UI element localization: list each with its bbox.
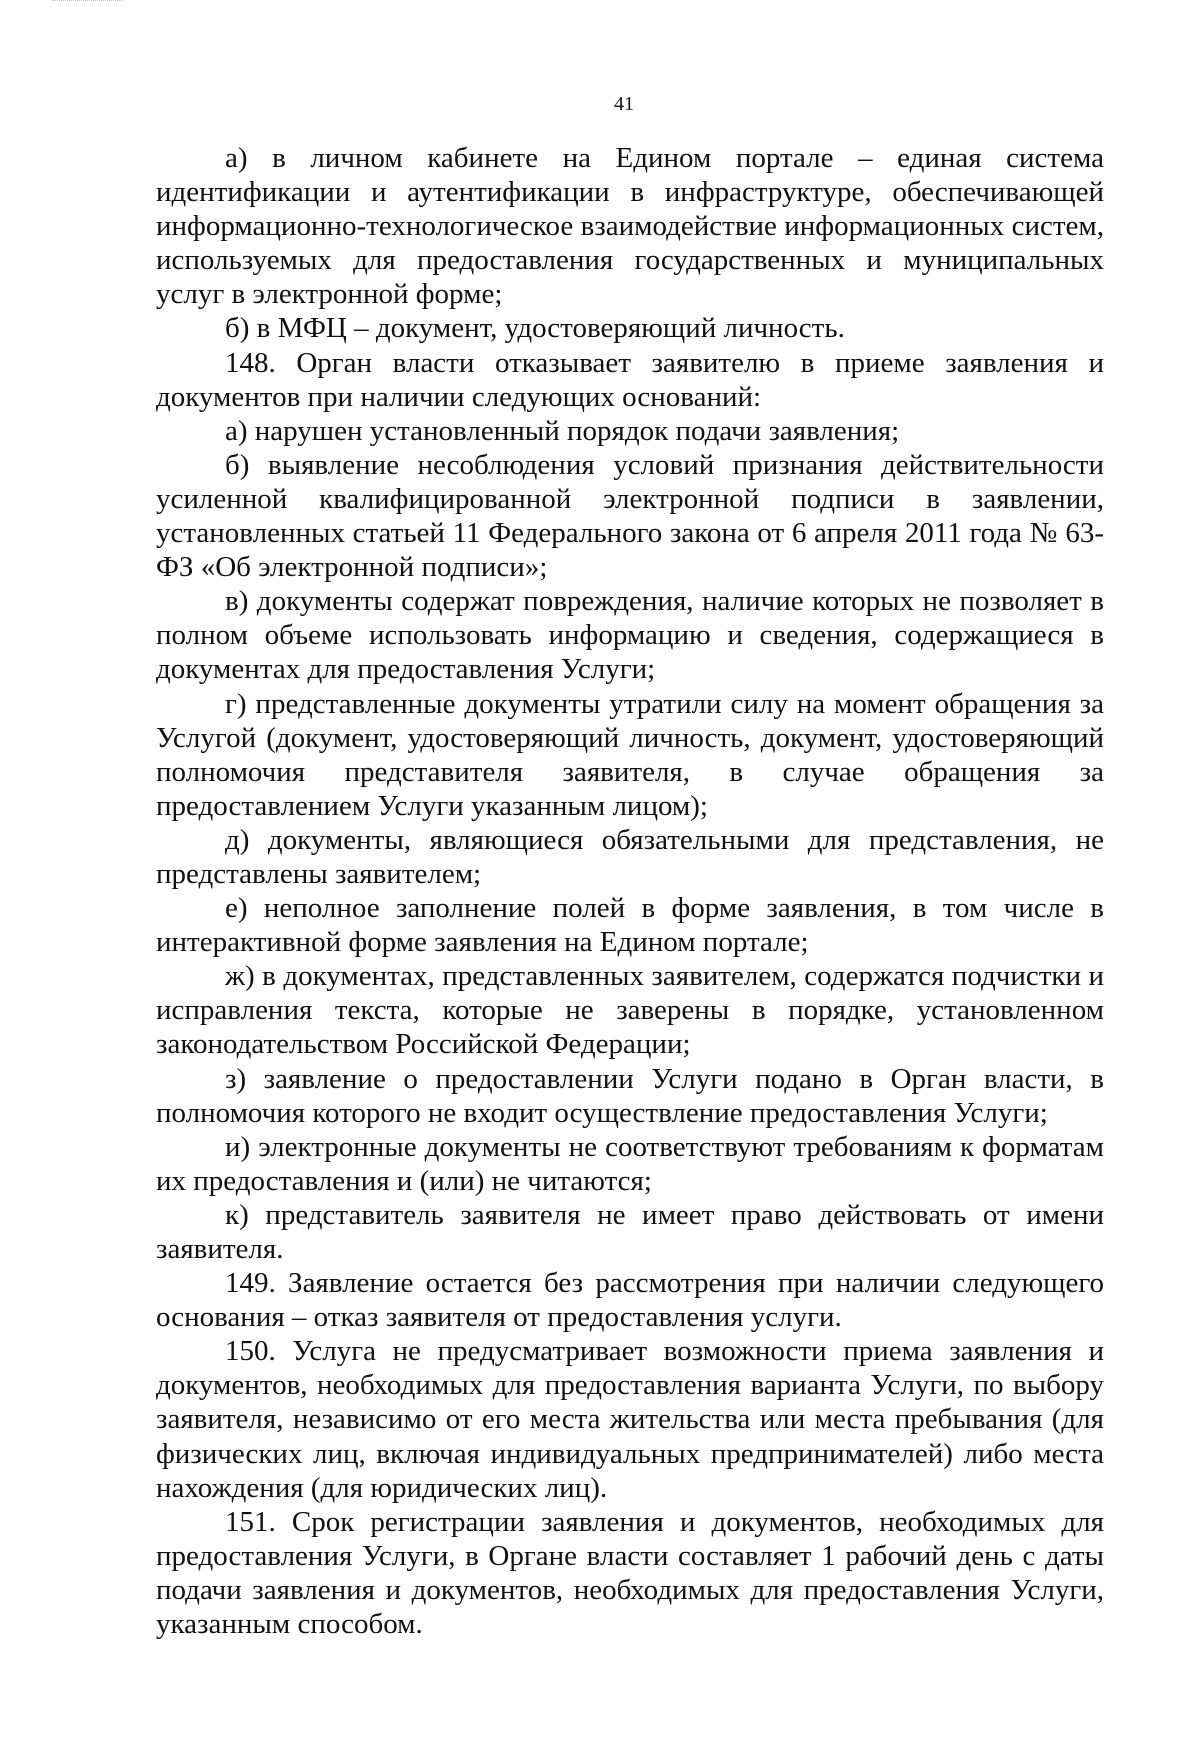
paragraph-149: 149. Заявление остается без рассмотрения при наличии следующего основания – отказ заявителя от предоставления услуги. — [156, 1267, 1104, 1334]
page-number: 41 — [614, 93, 634, 115]
paragraph-148-v: в) документы содержат повреждения, наличие которых не позволяет в полном объеме использовать информацию и сведения, содержащиеся в документах для предоставления Услуги; — [156, 585, 1104, 686]
paragraph-151: 151. Срок регистрации заявления и документов, необходимых для предоставления Услуги, в Органе власти составляет 1 рабочий день с даты подачи заявления и документов, необходимых для предоставления Услуги, указанным способом. — [156, 1505, 1104, 1641]
paragraph-b-mfc: б) в МФЦ – документ, удостоверяющий личность. — [225, 312, 845, 345]
paragraph-148-e: е) неполное заполнение полей в форме заявления, в том числе в интерактивной форме заявления на Едином портале; — [156, 892, 1104, 959]
paragraph-148-g: г) представленные документы утратили силу на момент обращения за Услугой (документ, удостоверяющий личность, документ, удостоверяющий полномочия представителя заявителя, в случае обращения за предоставлением Услуги указанным лицом); — [156, 687, 1104, 822]
document-body — [156, 141, 1104, 1641]
paragraph-148-k: к) представитель заявителя не имеет право действовать от имени заявителя. — [156, 1198, 1104, 1265]
paragraph-150: 150. Услуга не предусматривает возможности приема заявления и документов, необходимых для предоставления варианта Услуги, по выбору заявителя, независимо от его места жительства или места пребывания (для физических лиц, включая индивидуальных предпринимателей) либо места нахождения (для юридических лиц). — [156, 1335, 1104, 1504]
paragraph-148-a: а) нарушен установленный порядок подачи заявления; — [225, 414, 900, 447]
paragraph-148-zh: ж) в документах, представленных заявителем, содержатся подчистки и исправления текста, которые не заверены в порядке, установленном законодательством Российской Федерации; — [156, 960, 1104, 1061]
paragraph-148-z: з) заявление о предоставлении Услуги подано в Орган власти, в полномочия которого не входит осуществление предоставления Услуги; — [156, 1062, 1104, 1129]
paragraph-a-personal-account: а) в личном кабинете на Едином портале – единая система идентификации и аутентификации в инфраструктуре, обеспечивающей информационно-технологическое взаимодействие информационных систем, используемых для предоставления государственных и муниципальных услуг в электронной форме; — [156, 142, 1104, 311]
scan-artifact — [52, 0, 122, 5]
paragraph-148-i: и) электронные документы не соответствуют требованиям к форматам их предоставления и (или) не читаются; — [156, 1130, 1104, 1197]
paragraph-148: 148. Орган власти отказывает заявителю в приеме заявления и документов при наличии следующих оснований: — [156, 346, 1104, 413]
paragraph-148-d: д) документы, являющиеся обязательными для представления, не представлены заявителем; — [156, 823, 1104, 890]
paragraph-148-b: б) выявление несоблюдения условий признания действительности усиленной квалифицированной электронной подписи в заявлении, установленных статьей 11 Федерального закона от 6 апреля 2011 года № 63-ФЗ «Об электронной подписи»; — [156, 448, 1104, 584]
